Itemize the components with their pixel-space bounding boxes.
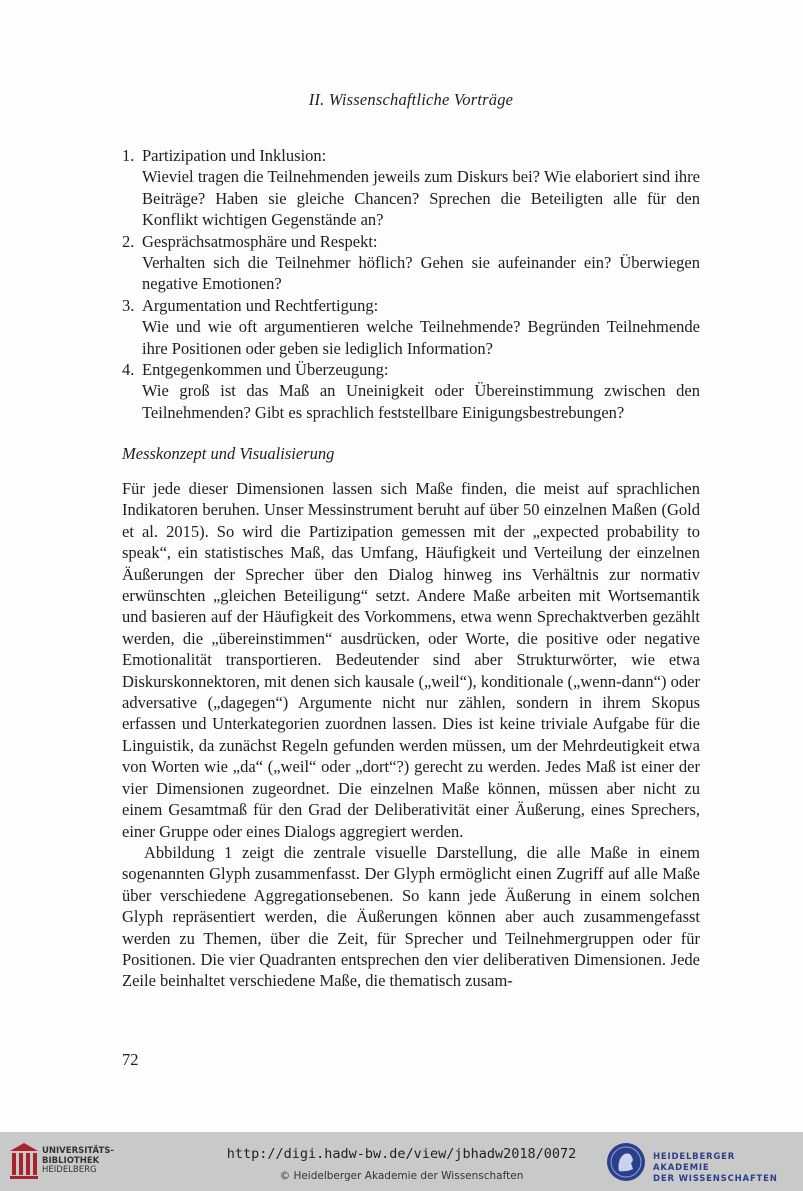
list-item-body: Verhalten sich die Teilnehmer höflich? Gehen sie aufeinander ein? Überwiegen negative Emotionen?	[142, 253, 700, 294]
list-item-body: Wie und wie oft argumentieren welche Teilnehmende? Begründen Teilnehmende ihre Positionen oder geben sie lediglich Information?	[142, 317, 700, 358]
list-item	[122, 295, 700, 359]
list-item-number: 3.	[122, 295, 135, 315]
paragraph: Abbildung 1 zeigt die zentrale visuelle Darstellung, die alle Maße in einem sogenannten Glyph zusammenfasst. Der Glyph ermöglicht einen Zugriff auf alle Maße über verschiedene Aggregationsebenen. So kann jede Äußerung in einem solchen Glyph repräsentiert werden, die Äußerungen können aber auch zusammengefasst werden zu Themen, über die Zeit, für Sprecher und Teilnehmergruppen oder für Positionen. Die vier Quadranten entsprechen den vier deliberativen Dimensionen. Jede Zeile beinhaltet verschiedene Maße, die thematisch zusam-	[122, 842, 700, 991]
academy-name-line: DER WISSENSCHAFTEN	[653, 1174, 778, 1184]
academy-logo[interactable]	[605, 1140, 795, 1184]
viewer-footer-bar	[0, 1132, 803, 1191]
academy-name	[653, 1152, 795, 1185]
ub-name-line: HEIDELBERG	[42, 1165, 97, 1175]
permalink-url[interactable]: http://digi.hadw-bw.de/view/jbhadw2018/0072	[226, 1146, 577, 1162]
ub-name-line: UNIVERSITÄTS-	[42, 1146, 114, 1156]
body-text	[122, 478, 700, 992]
list-item-body: Wie groß ist das Maß an Uneinigkeit oder Übereinstimmung zwischen den Teilnehmenden? Gibt es sprachlich feststellbare Einigungsbestrebungen?	[142, 381, 700, 422]
list-item	[122, 231, 700, 295]
list-item-heading: Argumentation und Rechtfertigung:	[142, 295, 379, 315]
page-number: 72	[122, 1050, 139, 1069]
list-item-heading: Partizipation und Inklusion:	[142, 146, 327, 165]
ub-name-line: BIBLIOTHEK	[42, 1155, 100, 1166]
list-item-number: 1.	[122, 146, 135, 165]
list-item	[122, 359, 700, 423]
list-item-heading: Gesprächsatmosphäre und Respekt:	[142, 231, 378, 251]
list-item	[122, 145, 700, 231]
numbered-list	[122, 145, 700, 423]
list-item-number: 2.	[122, 231, 135, 251]
copyright-notice: © Heidelberger Akademie der Wissenschaften	[279, 1170, 524, 1182]
paragraph: Für jede dieser Dimensionen lassen sich Maße finden, die meist auf sprachlichen Indikatoren beruhen. Unser Messinstrument beruht auf über 50 einzelnen Maßen (Gold et al. 2015). So wird die Partizipation gemessen mit der „expected probability to speak“, ein statistisches Maß, das Umfang, Häufigkeit und Verteilung der einzelnen Äußerungen der Sprecher über den Dialog hinweg ins Verhältnis zur normativ erwünschten „gleichen Beteiligung“ setzt. Andere Maße arbeiten mit Wortsemantik und basieren auf der Häufigkeit des Vorkommens, etwa wenn Sprechaktverben gezählt werden, die „übereinstimmen“ ausdrücken, oder Worte, die positive oder negative Emotionalität transportieren. Bedeutender sind aber Strukturwörter, wie etwa Diskurskonnektoren, mit denen sich kausale („weil“), konditionale („wenn-dann“) oder adversative („dagegen“) Argumente nicht nur zählen, sondern in ihrem Skopus erfassen und Unterkategorien zuordnen lassen. Dies ist keine triviale Aufgabe für die Linguistik, da zunächst Regeln gefunden werden müssen, um der Mehrdeutigkeit etwa von Worten wie „da“ („weil“ oder „dort“?) gerecht zu werden. Jedes Maß ist einer der vier Dimensionen zugeordnet. Die einzelnen Maße können, müssen aber nicht zu einem Gesamtmaß für den Grad der Deliberativität einer Äußerung, eines Sprechers, einer Gruppe oder eines Dialogs aggregiert werden.	[122, 479, 700, 841]
list-item-number: 4.	[122, 360, 135, 380]
section-subheading: Messkonzept und Visualisierung	[122, 444, 335, 463]
running-head: II. Wissenschaftliche Vorträge	[308, 90, 514, 109]
academy-seal-icon	[605, 1141, 647, 1183]
list-item-body: Wieviel tragen die Teilnehmenden jeweils zum Diskurs bei? Wie elaboriert sind ihre Beiträge? Haben sie gleiche Chancen? Sprechen die Beteiligten alle für den Konflikt wichtigen Gegenstände an?	[142, 167, 700, 230]
academy-name-line: HEIDELBERGER AKADEMIE	[653, 1152, 736, 1173]
list-item-heading: Entgegenkommen und Überzeugung:	[142, 360, 389, 380]
